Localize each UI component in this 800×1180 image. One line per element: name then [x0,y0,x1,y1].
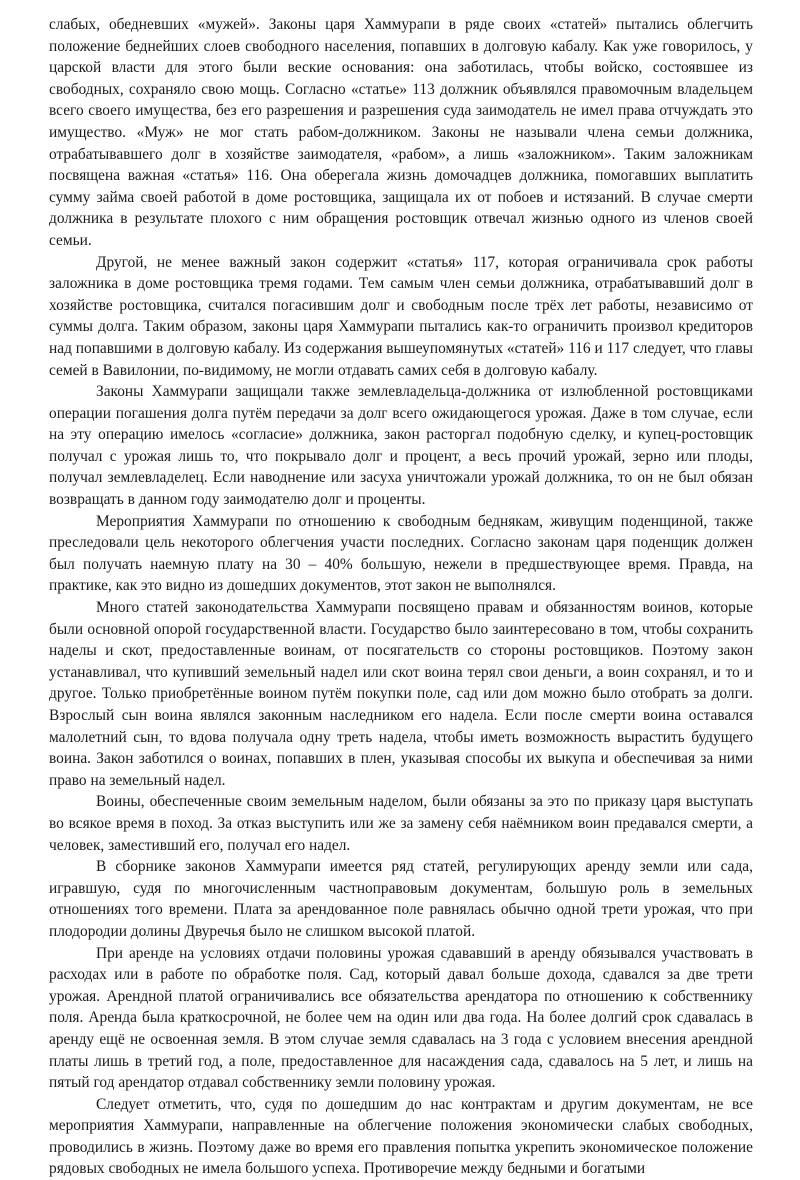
paragraph-conclusion: Следует отметить, что, судя по дошедшим до нас контрактам и другим документам, не все мероприятия Хаммурапи, направленные на облегчение положения экономически слабых свободных, проводились в жизнь. Поэтому даже во время его правления попытка укрепить экономическое положение рядовых свободных не имела большого успеха. Противоречие между бедными и богатыми [49,1095,753,1178]
paragraph-day-laborers: Мероприятия Хаммурапи по отношению к свободным беднякам, живущим поденщиной, также преследовали цель некоторого облегчения участи последних. Согласно законам царя поденщик должен был получать наемную плату на 30 – 40% большую, нежели в предшествующее время. Правда, на практике, как это видно из дошедших документов, этот закон не выполнялся. [49,512,753,595]
paragraph-debt-slavery-laws: слабых, обедневших «мужей». Законы царя Хаммурапи в ряде своих «статей» пытались облегчить положение беднейших слоев свободного населения, попавших в долговую кабалу. Как уже говорилось, у царской власти для этого были веские основания: она заботилась, чтобы войско, состоявшее из свободных, сохраняло свою мощь. Согласно «статье» 113 должник объявлялся правомочным владельцем всего своего имущества, без его разрешения и разрешения суда заимодатель не имел права отчуждать это имущество. «Муж» не мог стать рабом-должником. Законы не называли члена семьи должника, отрабатывавшего долг в хозяйстве заимодателя, «рабом», а лишь «заложником». Таким заложникам посвящена важная «статья» 116. Она оберегала жизнь домочадцев должника, помогавших выплатить сумму займа своей работой в доме ростовщика, защищала их от побоев и истязаний. В случае смерти должника в результате плохого с ним обращения ростовщик отвечал жизнью одного из членов своей семьи. [49,16,753,249]
paragraph-landowner-debtor: Законы Хаммурапи защищали также землевладельца-должника от излюбленной ростовщиками операции погашения долга путём передачи за долг всего ожидающегося урожая. Даже в том случае, если на эту операцию имелось «согласие» должника, закон расторгал подобную сделку, и купец-ростовщик получал с урожая лишь то, что покрывало долг и процент, а весь прочий урожай, зерно или плоды, получал землевладелец. Если наводнение или засуха уничтожали урожай должника, то он не был обязан возвращать в данном году заимодателю долг и проценты. [49,383,753,509]
paragraph-land-lease: В сборнике законов Хаммурапи имеется ряд статей, регулирующих аренду земли или сада, игравшую, судя по многочисленным частноправовым документам, большую роль в земельных отношениях того времени. Плата за арендованное поле равнялась обычно одной трети урожая, что при плодородии долины Двуречья было не слишком высокой платой. [49,858,753,940]
paragraph-warriors-duties: Воины, обеспеченные своим земельным наделом, были обязаны за это по приказу царя выступать во всякое время в поход. За отказ выступить или же за замену себя наёмником воин предавался смерти, а человек, заместивший его, получал его надел. [49,793,753,854]
paragraph-half-harvest-lease: При аренде на условиях отдачи половины урожая сдававший в аренду обязывался участвовать в расходах или в работе по обработке поля. Сад, который давал больше дохода, сдавался за две трети урожая. Арендной платой ограничивались все обязательства арендатора по отношению к собственнику поля. Аренда была краткосрочной, не более чем на один или два года. На более долгий срок сдавалась в аренду ещё не освоенная земля. В этом случае земля сдавалась на 3 года с условием внесения арендной платы лишь в третий год, а поле, предоставленное для насаждения сада, сдавалось на 5 лет, и лишь на пятый год арендатор отдавал собственнику земли половину урожая. [49,944,753,1092]
document-page [49,14,753,1180]
paragraph-article-117: Другой, не менее важный закон содержит «статья» 117, которая ограничивала срок работы заложника в доме ростовщика тремя годами. Тем самым член семьи должника, отрабатывавший долг в хозяйстве ростовщика, считался погасившим долг и свободным после трёх лет работы, независимо от суммы долга. Таким образом, законы царя Хаммурапи пытались как-то ограничить произвол кредиторов над попавшими в долговую кабалу. Из содержания вышеупомянутых «статей» 116 и 117 следует, что главы семей в Вавилонии, по-видимому, не могли отдавать самих себя в долговую кабалу. [49,253,753,379]
paragraph-warriors-rights: Много статей законодательства Хаммурапи посвящено правам и обязанностям воинов, которые были основной опорой государственной власти. Государство было заинтересовано в том, чтобы сохранить наделы и скот, предоставленные воинам, от посягательств со стороны ростовщиков. Поэтому закон устанавливал, что купивший земельный надел или скот воина терял свои деньги, а воин сохранял, и то и другое. Только приобретённые воином путём покупки поле, сад или дом можно было отобрать за долги. Взрослый сын воина являлся законным наследником его надела. Если после смерти воина оставался малолетний сын, то вдова получала одну треть надела, чтобы иметь возможность вырастить будущего воина. Закон заботился о воинах, попавших в плен, указывая способы их выкупа и обеспечивая за ними право на земельный надел. [49,599,753,789]
